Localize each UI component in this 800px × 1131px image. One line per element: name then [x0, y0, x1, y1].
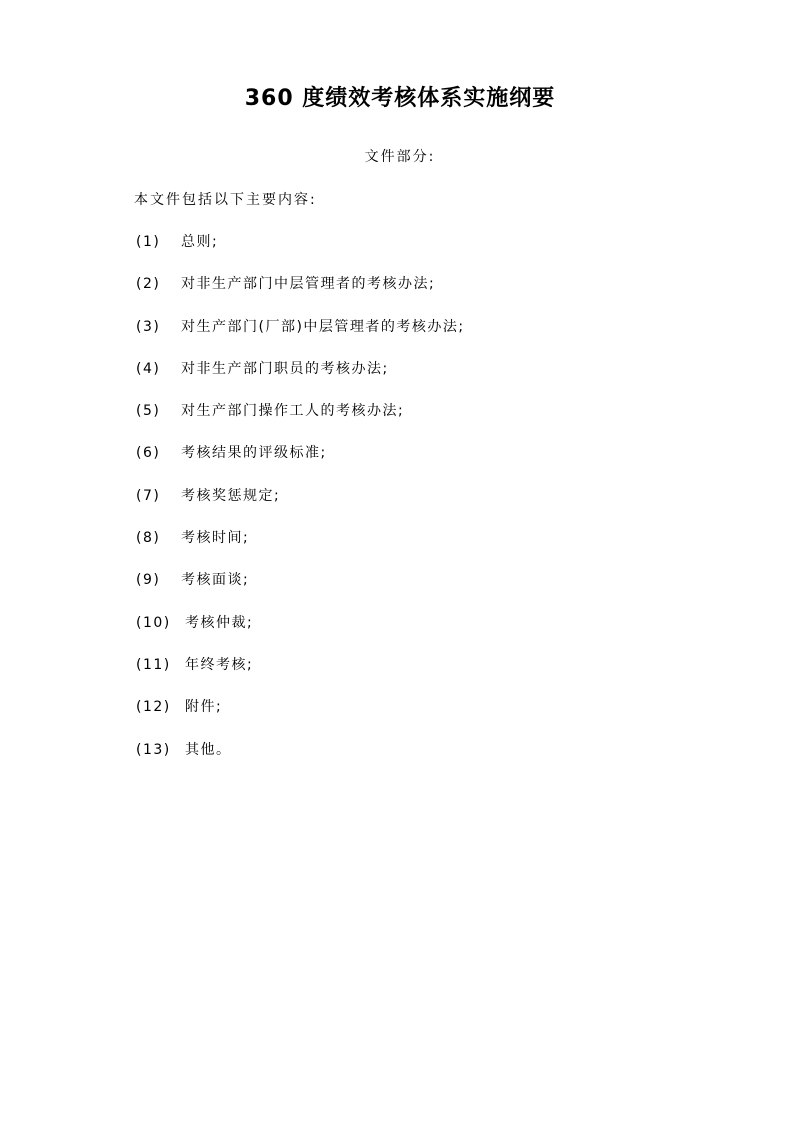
item-number: (13): [136, 741, 171, 758]
list-item: [136, 654, 465, 696]
list-item: [136, 400, 465, 442]
item-text: 考核仲裁;: [185, 614, 254, 631]
item-number: (9): [136, 572, 161, 589]
item-text: 总则;: [181, 234, 219, 250]
document-subtitle: 文件部分:: [364, 149, 436, 165]
list-item: [136, 612, 465, 654]
list-item: [136, 316, 465, 358]
contents-list: [136, 231, 465, 781]
item-text: 考核结果的评级标准;: [181, 445, 327, 462]
item-number: (4): [136, 360, 161, 377]
list-item: [136, 358, 465, 400]
item-number: (5): [136, 403, 161, 420]
item-text: 考核面谈;: [181, 572, 250, 589]
item-number: (2): [136, 276, 161, 293]
list-item: [136, 739, 465, 781]
list-item: [136, 527, 465, 569]
item-number: (8): [136, 530, 161, 547]
document-intro: 本文件包括以下主要内容:: [134, 192, 317, 208]
document-title: 360 度绩效考核体系实施纲要: [244, 86, 556, 111]
item-text: 考核时间;: [181, 530, 250, 547]
item-text: 其他。: [185, 741, 232, 758]
list-item: [136, 442, 465, 484]
item-number: (12): [136, 699, 171, 716]
item-number: (6): [136, 445, 161, 462]
item-text: 对生产部门(厂部)中层管理者的考核办法;: [181, 318, 465, 335]
item-text: 年终考核;: [185, 656, 254, 673]
list-item: [136, 569, 465, 611]
item-text: 对非生产部门中层管理者的考核办法;: [181, 276, 436, 293]
list-item: [136, 485, 465, 527]
item-text: 附件;: [185, 699, 223, 716]
item-number: (10): [136, 614, 171, 631]
list-item: [136, 696, 465, 738]
item-number: (1): [136, 234, 161, 250]
item-text: 对生产部门操作工人的考核办法;: [181, 403, 405, 420]
item-number: (11): [136, 656, 171, 673]
item-text: 对非生产部门职员的考核办法;: [181, 360, 389, 377]
list-item: [136, 231, 465, 273]
list-item: [136, 273, 465, 315]
item-text: 考核奖惩规定;: [181, 487, 281, 504]
item-number: (3): [136, 318, 161, 335]
item-number: (7): [136, 487, 161, 504]
